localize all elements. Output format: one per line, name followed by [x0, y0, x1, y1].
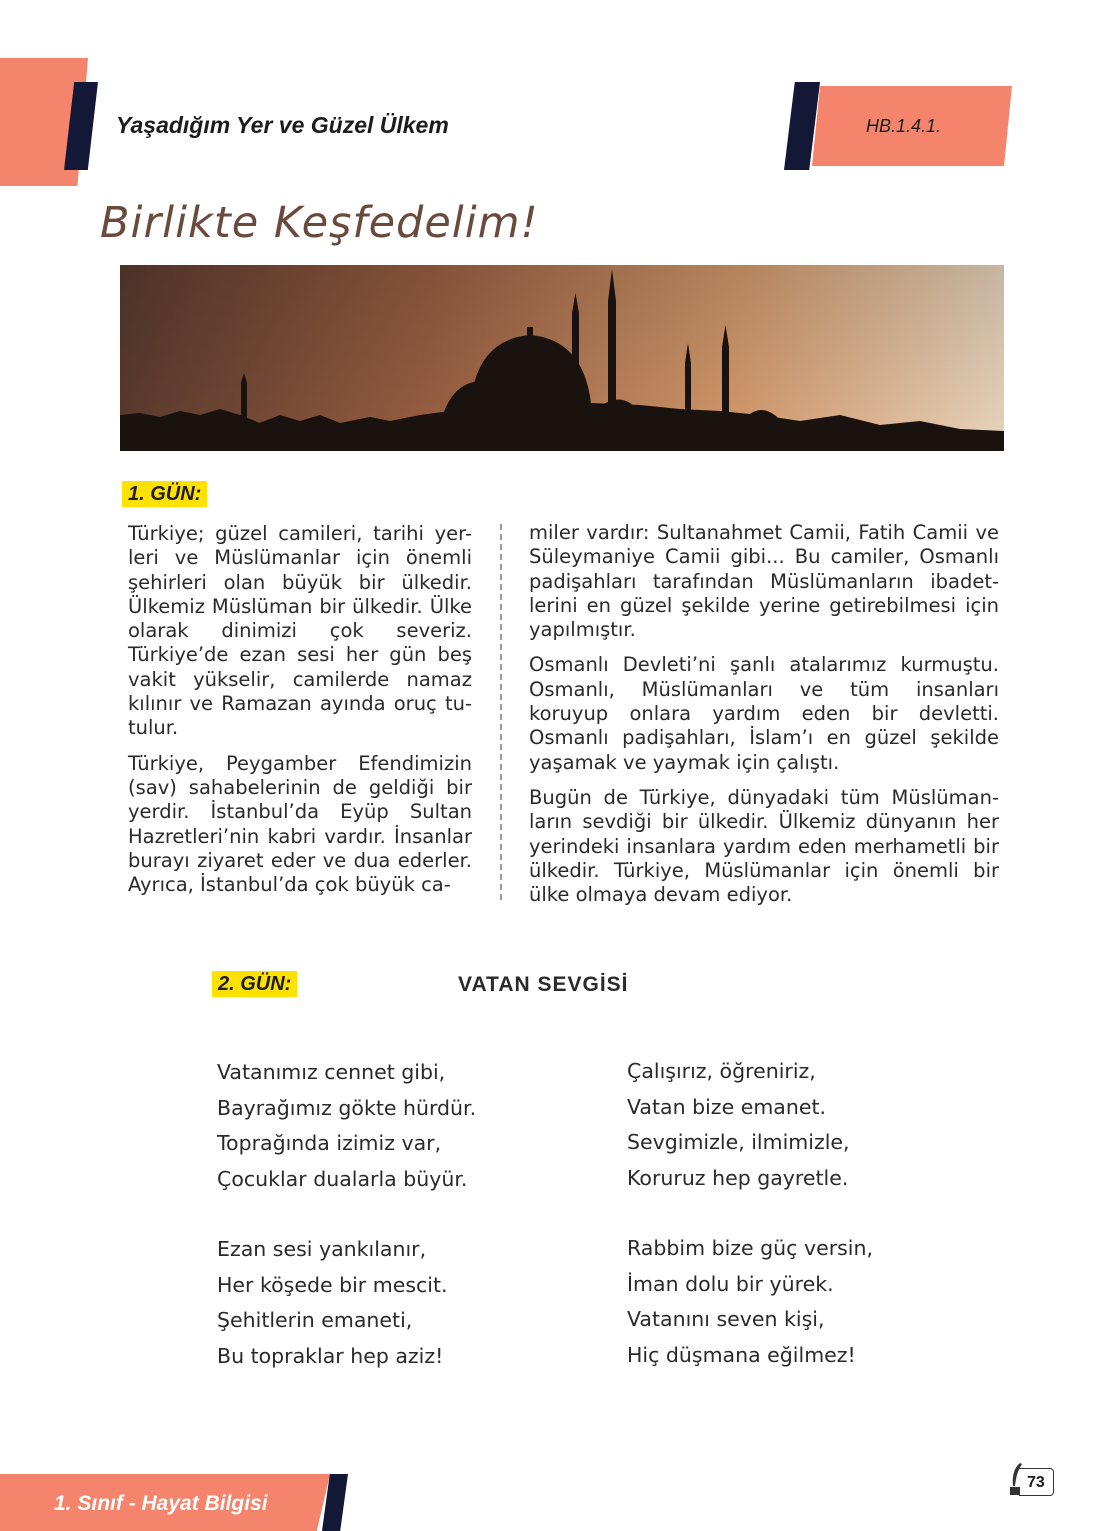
- paragraph: Bugün de Türkiye, dünyadaki tüm Müslüman-ların sevdiği bir ülkedir. Ülkemiz dünyanın her yerindeki insanlara yardım eden merhametli bir ülkedir. Türkiye, Müslümanlar için önemli bir ülke olmaya devam ediyor.: [529, 785, 999, 907]
- poem-line: Çalışırız, öğreniriz,: [627, 1059, 816, 1083]
- mosque-silhouette-illustration: [120, 265, 1004, 451]
- poem-line: Hiç düşmana eğilmez!: [627, 1342, 856, 1367]
- poem-line: Ezan sesi yankılanır,: [217, 1237, 427, 1261]
- poem-line: Çocuklar dualarla büyür.: [217, 1166, 468, 1191]
- poem-line: Şehitlerin emaneti,: [217, 1308, 413, 1332]
- poem-line: Bayrağımız gökte hürdür.: [217, 1095, 477, 1120]
- poem-line: Vatanını seven kişi,: [627, 1307, 825, 1331]
- poem-stanza: [217, 1232, 448, 1374]
- poem-line: Her köşede bir mescit.: [217, 1272, 448, 1297]
- poem-line: Toprağında izimiz var,: [217, 1131, 442, 1155]
- poem-stanza: [627, 1054, 850, 1196]
- poem-line: Rabbim bize güç versin,: [627, 1236, 874, 1260]
- paragraph: Türkiye, Peygamber Efendimizin (sav) sahabelerinin de geldiği bir yerdir. İstanbul’da Eyüp Sultan Hazretleri’nin kabri vardır. İnsanlar burayı ziyaret eder ve dua ederler. Ayrıca, İstanbul’da çok büyük ca-: [128, 751, 472, 897]
- paragraph: Osmanlı Devleti’ni şanlı atalarımız kurmuştu. Osmanlı, Müslümanları ve tüm insanları koruyup onlara yardım eden bir devletti. Osmanlı padişahları, İslam’ı en güzel şekilde yaşamak ve yaymak için çalıştı.: [529, 653, 999, 774]
- poem-line: Vatanımız cennet gibi,: [217, 1060, 446, 1084]
- day-1-text-left-column: [128, 522, 472, 908]
- section-heading: Birlikte Keşfedelim!: [100, 198, 539, 248]
- poem-line: Sevgimizle, ilmimizle,: [627, 1130, 850, 1154]
- poem-line: Bu topraklar hep aziz!: [217, 1343, 444, 1368]
- poem-line: Koruruz hep gayretle.: [627, 1165, 849, 1190]
- poem-title: VATAN SEVGİSİ: [458, 973, 629, 996]
- day-1-text-right-column: [529, 521, 999, 918]
- outcome-code: HB.1.4.1.: [866, 116, 942, 136]
- page-number: 73: [1027, 1474, 1045, 1491]
- poem-line: İman dolu bir yürek.: [627, 1271, 834, 1296]
- column-divider: [500, 524, 502, 900]
- poem-stanza: [627, 1231, 873, 1373]
- paragraph: Türkiye; güzel camileri, tarihi yer-leri ve Müslümanlar için önemli şehirleri olan büyük bir ülkedir. Ülkemiz Müslüman bir ülkedir. Ülke olarak dinimizi çok severiz. Türkiye’de ezan sesi her gün beş vakit yükselir, camilerde namaz kılınır ve Ramazan ayında oruç tu-tulur.: [128, 522, 472, 740]
- unit-title: Yaşadığım Yer ve Güzel Ülkem: [116, 112, 449, 138]
- course-name: 1. Sınıf - Hayat Bilgisi: [54, 1492, 268, 1515]
- poem-line: Vatan bize emanet.: [627, 1094, 827, 1119]
- poem-stanza: [217, 1055, 476, 1197]
- day-2-label: 2. GÜN:: [212, 971, 297, 997]
- day-1-label: 1. GÜN:: [122, 481, 207, 507]
- mosque-silhouette-banner: [120, 265, 1004, 451]
- paragraph: miler vardır: Sultanahmet Camii, Fatih Camii ve Süleymaniye Camii gibi... Bu camiler, Osmanlı padişahları tarafından Müslümanların ibadet-lerini en güzel şekilde yerine getirebilmesi için yapılmıştır.: [529, 521, 999, 642]
